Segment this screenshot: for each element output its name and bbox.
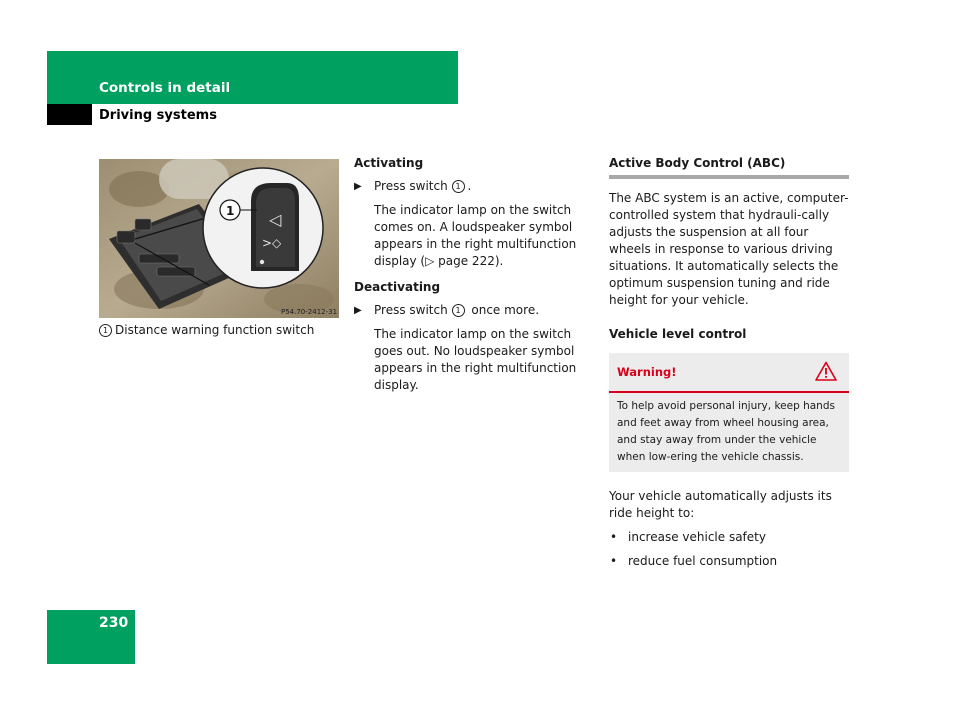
warning-box	[609, 353, 849, 472]
deactivating-result: The indicator lamp on the switch goes out. No loudspeaker symbol appears in the right multifunction display.	[374, 327, 577, 392]
activating-step	[354, 178, 594, 195]
deactivating-heading: Deactivating	[354, 280, 441, 294]
abc-heading: Active Body Control (ABC)	[609, 156, 786, 170]
bullet-icon: •	[610, 530, 618, 544]
section-title: Controls in detail	[99, 80, 231, 96]
adjust-text: Your vehicle automatically adjusts its ride height to:	[609, 489, 832, 520]
abc-text: The ABC system is an active, computer-controlled system that hydrauli-cally adjusts the suspension at all four wheels in response to various driving situations. It automatically selects the optimum suspension tuning and ride height for your vehicle.	[609, 191, 849, 307]
activating-heading: Activating	[354, 156, 424, 170]
deactivating-step-pre: Press switch	[374, 303, 448, 317]
bullet-text: reduce fuel consumption	[628, 554, 778, 568]
warning-triangle-icon	[815, 361, 837, 386]
middle-column	[354, 155, 594, 394]
page-number: 230	[99, 615, 129, 631]
list-item	[609, 529, 849, 546]
svg-text:>◇: >◇	[262, 236, 282, 250]
subsection-title: Driving systems	[99, 108, 217, 123]
caption-number: 1	[99, 324, 112, 337]
caption-text: Distance warning function switch	[115, 323, 315, 337]
bullet-icon: •	[610, 554, 618, 568]
deactivating-step	[354, 302, 594, 319]
activating-step-post: .	[467, 179, 472, 193]
warning-text: To help avoid personal injury, keep hands and feet away from wheel housing area, and stay away from under the vehicle when low-ering the vehicle chassis.	[617, 400, 835, 463]
switch-photo	[99, 159, 339, 318]
figure-code: P54.70-2412-31	[281, 308, 338, 316]
activating-result: The indicator lamp on the switch comes on. A loudspeaker symbol appears in the right multifunction display (▷ page 222).	[374, 203, 577, 268]
warning-label: Warning!	[617, 365, 677, 379]
warning-header	[609, 353, 849, 393]
list-item	[609, 553, 849, 570]
right-column	[609, 155, 849, 570]
figure-caption	[99, 323, 314, 337]
subheader-marker	[47, 104, 92, 125]
svg-text:◁: ◁	[269, 210, 282, 229]
level-heading: Vehicle level control	[609, 327, 747, 341]
deactivating-step-post: once more.	[471, 303, 540, 317]
step-arrow-icon: ▶	[354, 305, 362, 316]
header-band	[47, 51, 458, 104]
heading-rule	[609, 175, 849, 179]
switch-number: 1	[452, 304, 465, 317]
step-arrow-icon: ▶	[354, 181, 362, 192]
figure-callout: 1	[226, 204, 235, 218]
switch-number: 1	[452, 180, 465, 193]
bullet-text: increase vehicle safety	[628, 530, 766, 544]
activating-step-pre: Press switch	[374, 179, 448, 193]
